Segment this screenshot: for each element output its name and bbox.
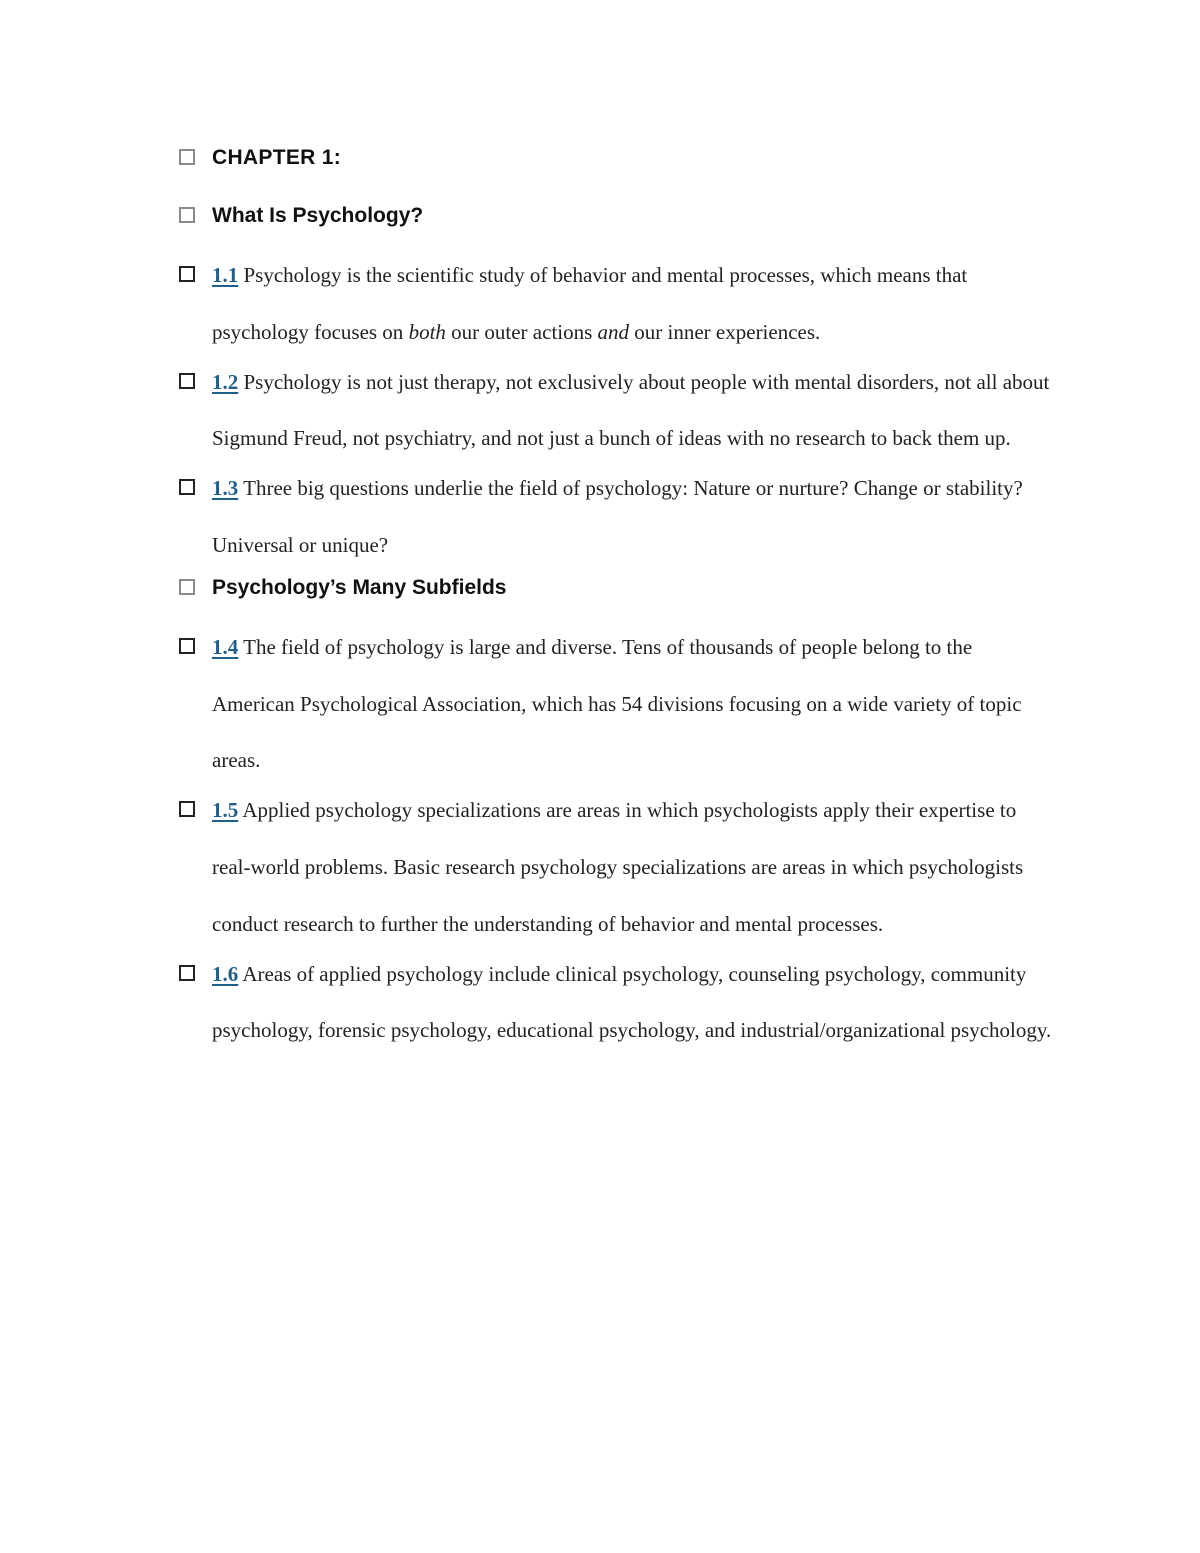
- section-number-link[interactable]: 1.2: [212, 369, 239, 394]
- item-text: our outer actions: [445, 319, 598, 344]
- checkbox-icon: [179, 149, 195, 165]
- list-item: [179, 619, 1059, 789]
- checkbox-icon: [179, 479, 195, 495]
- section-number-link[interactable]: 1.1: [212, 263, 239, 287]
- section-heading: [179, 570, 1059, 606]
- checkbox-icon: [179, 965, 195, 981]
- section-number-link[interactable]: 1.6: [212, 961, 239, 986]
- list-item: [179, 354, 1059, 468]
- list-item: [179, 946, 1059, 1060]
- chapter-heading: [179, 140, 1059, 176]
- section-number-link[interactable]: 1.4: [212, 634, 239, 659]
- section-number-link[interactable]: 1.3: [212, 476, 239, 501]
- item-text: The field of psychology is large and diverse. Tens of thousands of people belong to the American Psychological Association, which has 54 divisions focusing on a wide variety of topic areas.: [212, 634, 1022, 773]
- section-title: What Is Psychology?: [212, 204, 424, 227]
- checkbox-icon: [179, 373, 195, 389]
- checkbox-icon: [179, 638, 195, 654]
- list-item: [179, 460, 1059, 574]
- item-text: Psychology is not just therapy, not exclusively about people with mental disorders, not all about Sigmund Freud, not psychiatry, and not just a bunch of ideas with no research to back them up.: [212, 369, 1050, 451]
- item-emphasis: both: [408, 319, 446, 344]
- item-text: Three big questions underlie the field of psychology: Nature or nurture? Change or stability? Universal or unique?: [212, 476, 1023, 557]
- section-number-link[interactable]: 1.5: [212, 798, 239, 823]
- checkbox-icon: [179, 207, 195, 223]
- checkbox-icon: [179, 801, 195, 817]
- list-item: [179, 782, 1059, 952]
- checkbox-icon: [179, 266, 195, 282]
- item-text: Psychology is the scientific study of behavior and mental processes, which means that psychology focuses on: [212, 263, 968, 344]
- section-heading: [179, 198, 1059, 234]
- chapter-label: CHAPTER 1:: [212, 146, 342, 169]
- item-emphasis: and: [597, 319, 630, 344]
- item-text: our inner experiences.: [629, 319, 821, 344]
- list-item: [179, 247, 1059, 361]
- item-text: Areas of applied psychology include clinical psychology, counseling psychology, community psychology, forensic psychology, educational psychology, and industrial/organizational psychology.: [212, 961, 1052, 1043]
- checkbox-icon: [179, 579, 195, 595]
- document-content: [179, 140, 1059, 1061]
- item-text: Applied psychology specializations are areas in which psychologists apply their expertise to real-world problems. Basic research psychology specializations are areas in which psychologists conduct research to further the understanding of behavior and mental processes.: [212, 798, 1024, 936]
- section-title: Psychology’s Many Subfields: [212, 575, 507, 599]
